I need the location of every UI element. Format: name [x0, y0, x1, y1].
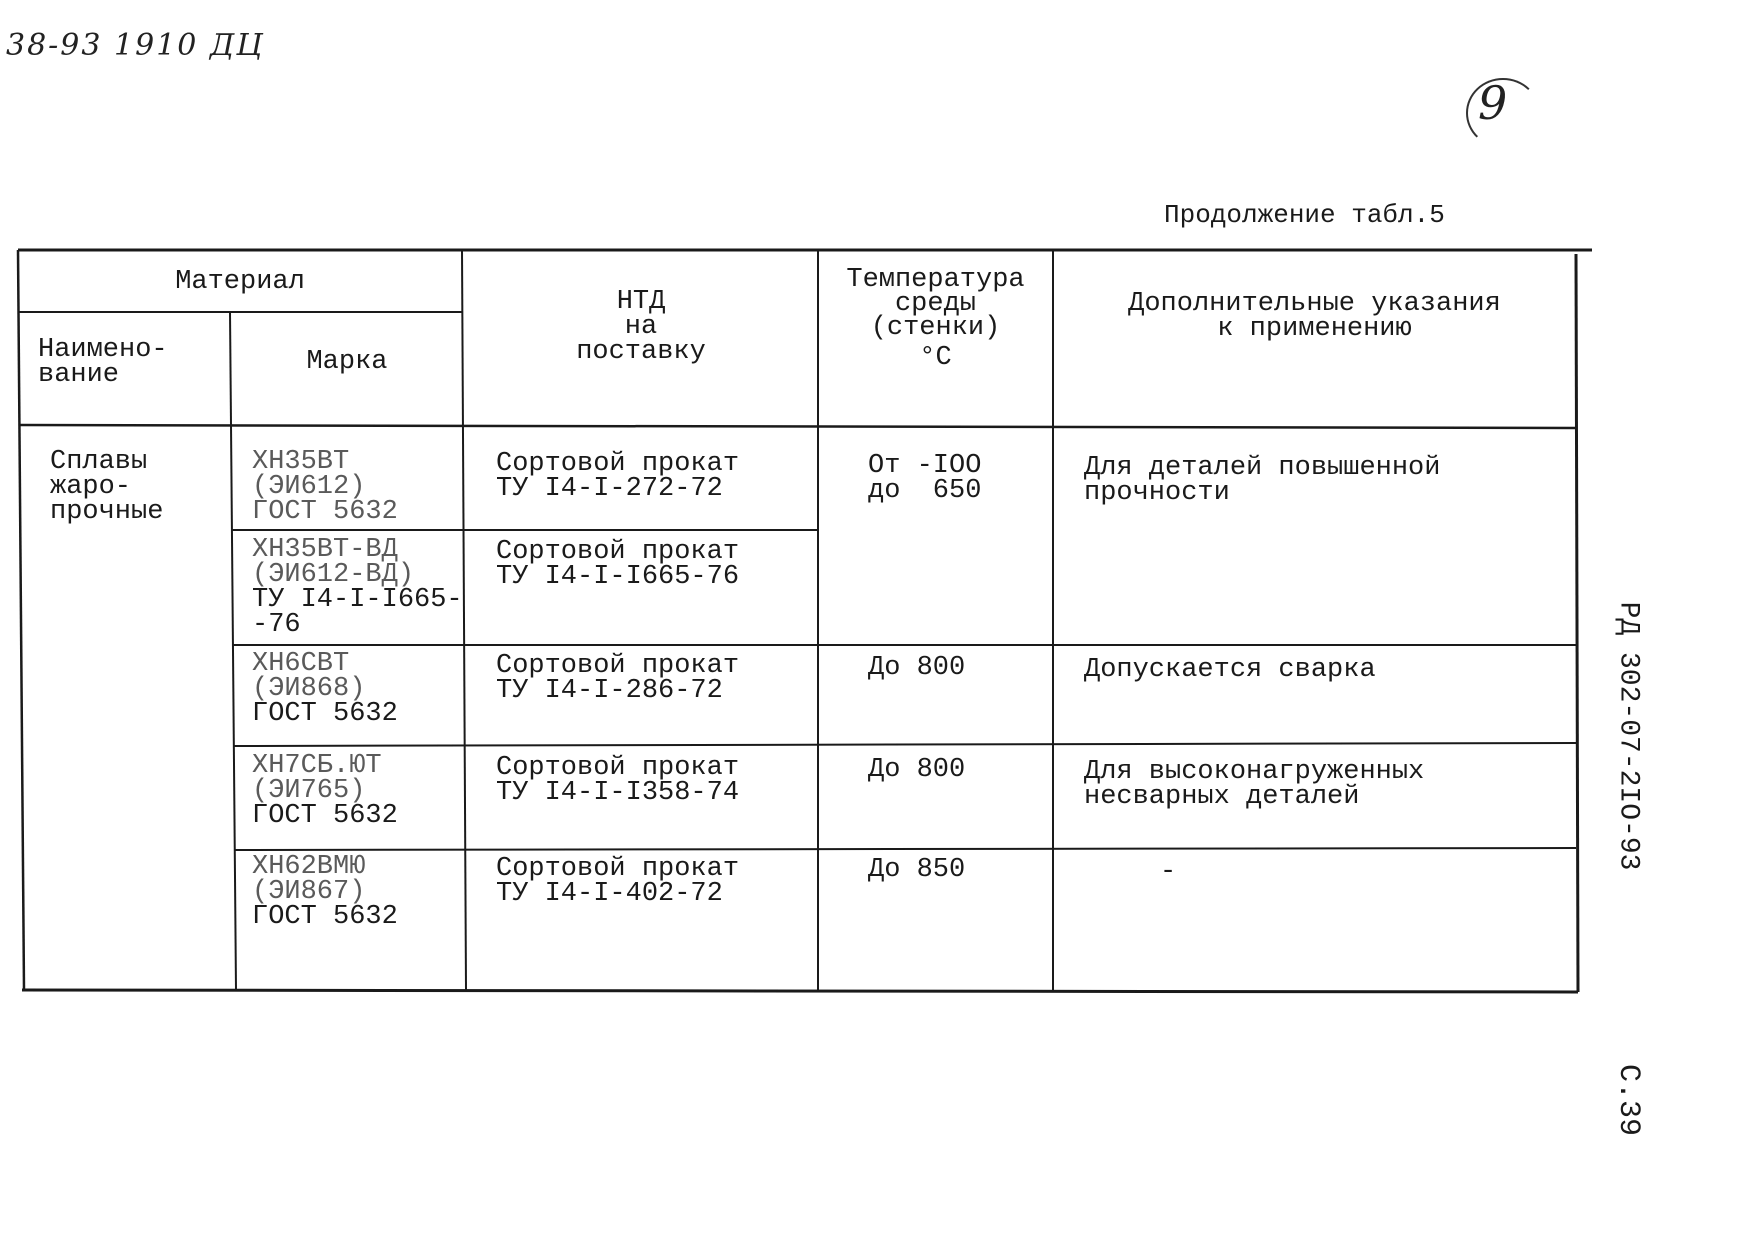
row3-ntd-line2: ТУ I4-I-286-72: [496, 676, 723, 706]
handwritten-note: 38-93 1910 ДЦ: [6, 28, 265, 63]
row1-ntd-line2: ТУ I4-I-272-72: [496, 474, 723, 504]
row2-grade-line2: (ЭИ612-ВД): [252, 560, 415, 590]
header-temp-line1: Температура: [846, 265, 1025, 295]
row1-grade-line3: ГОСТ 5632: [252, 497, 398, 527]
row2-grade-line4: -76: [252, 610, 301, 640]
row4-ntd-line2: ТУ I4-I-I358-74: [496, 778, 740, 808]
row2-ntd-line2: ТУ I4-I-I665-76: [496, 562, 740, 592]
temp-group3: До 800: [868, 755, 966, 785]
row-line-4: [234, 848, 1576, 850]
row5-ntd-line2: ТУ I4-I-402-72: [496, 879, 723, 909]
row1-grade-line1: ХН35ВТ: [252, 447, 350, 477]
row4-grade-line2: (ЭИ765): [252, 776, 366, 806]
header-name-line2: вание: [38, 360, 120, 390]
table-right-border: [1576, 254, 1578, 992]
header-notes-line2: к применению: [1217, 314, 1412, 344]
header-grade: Марка: [306, 347, 388, 377]
header-name-line1: Наимено-: [38, 335, 168, 365]
row2-grade-line1: ХН35ВТ-ВД: [252, 535, 398, 565]
row-line-3: [234, 743, 1576, 746]
temp-group2: До 800: [868, 653, 966, 683]
header-ntd-line2: на: [624, 312, 658, 342]
note-group3-line1: Для высоконагруженных: [1084, 757, 1425, 787]
row5-grade-line3: ГОСТ 5632: [252, 902, 398, 932]
row3-ntd-line1: Сортовой прокат: [496, 651, 740, 681]
row2-ntd-line1: Сортовой прокат: [496, 537, 740, 567]
note-group4-dash: -: [1160, 857, 1177, 887]
header-temp-line2: среды: [894, 289, 976, 319]
table-continuation-caption: Продолжение табл.5: [1164, 200, 1445, 230]
row4-ntd-line1: Сортовой прокат: [496, 753, 740, 783]
header-material: Материал: [175, 267, 305, 297]
row4-grade-line3: ГОСТ 5632: [252, 801, 398, 831]
note-group1-line1: Для деталей повышенной: [1084, 453, 1441, 483]
row3-grade-line1: ХН6СВТ: [252, 649, 350, 679]
col-divider-grade: [230, 312, 236, 990]
page-number: С.39: [1611, 1063, 1645, 1137]
header-temp-line3: (стенки): [870, 313, 1001, 343]
row3-grade-line3: ГОСТ 5632: [252, 699, 398, 729]
note-group2: Допускается сварка: [1084, 655, 1376, 685]
group-name-line2: жаро-: [50, 472, 132, 502]
note-group3-line2: несварных деталей: [1084, 782, 1360, 812]
group-name-line1: Сплавы: [50, 447, 148, 477]
header-temp-unit: °C: [919, 343, 952, 373]
table-bottom-border: [22, 990, 1578, 992]
row4-grade-line1: ХН7СБ.ЮТ: [252, 751, 382, 781]
row5-grade-line1: ХН62ВМЮ: [252, 852, 366, 882]
document-code: РД 302-07-2IO-93: [1612, 601, 1644, 871]
table-left-border: [18, 250, 24, 990]
temp-group4: До 850: [868, 855, 966, 885]
row3-grade-line2: (ЭИ868): [252, 674, 366, 704]
row2-grade-line3: ТУ I4-I-I665-: [252, 585, 463, 615]
row1-ntd-line1: Сортовой прокат: [496, 449, 740, 479]
temp-group1-line2: до 650: [868, 476, 982, 506]
note-group1-line2: прочности: [1084, 478, 1230, 508]
row5-ntd-line1: Сортовой прокат: [496, 854, 740, 884]
row1-grade-line2: (ЭИ612): [252, 472, 366, 502]
header-bottom-line: [20, 425, 1576, 428]
row5-grade-line2: (ЭИ867): [252, 877, 366, 907]
page-circle-number: 9: [1478, 76, 1508, 130]
header-ntd-line3: поставку: [576, 337, 706, 367]
header-notes-line1: Дополнительные указания: [1128, 289, 1501, 319]
header-ntd-line1: НТД: [616, 287, 666, 317]
temp-group1-line1: От -IOO: [868, 451, 982, 481]
group-name-line3: прочные: [50, 497, 164, 527]
